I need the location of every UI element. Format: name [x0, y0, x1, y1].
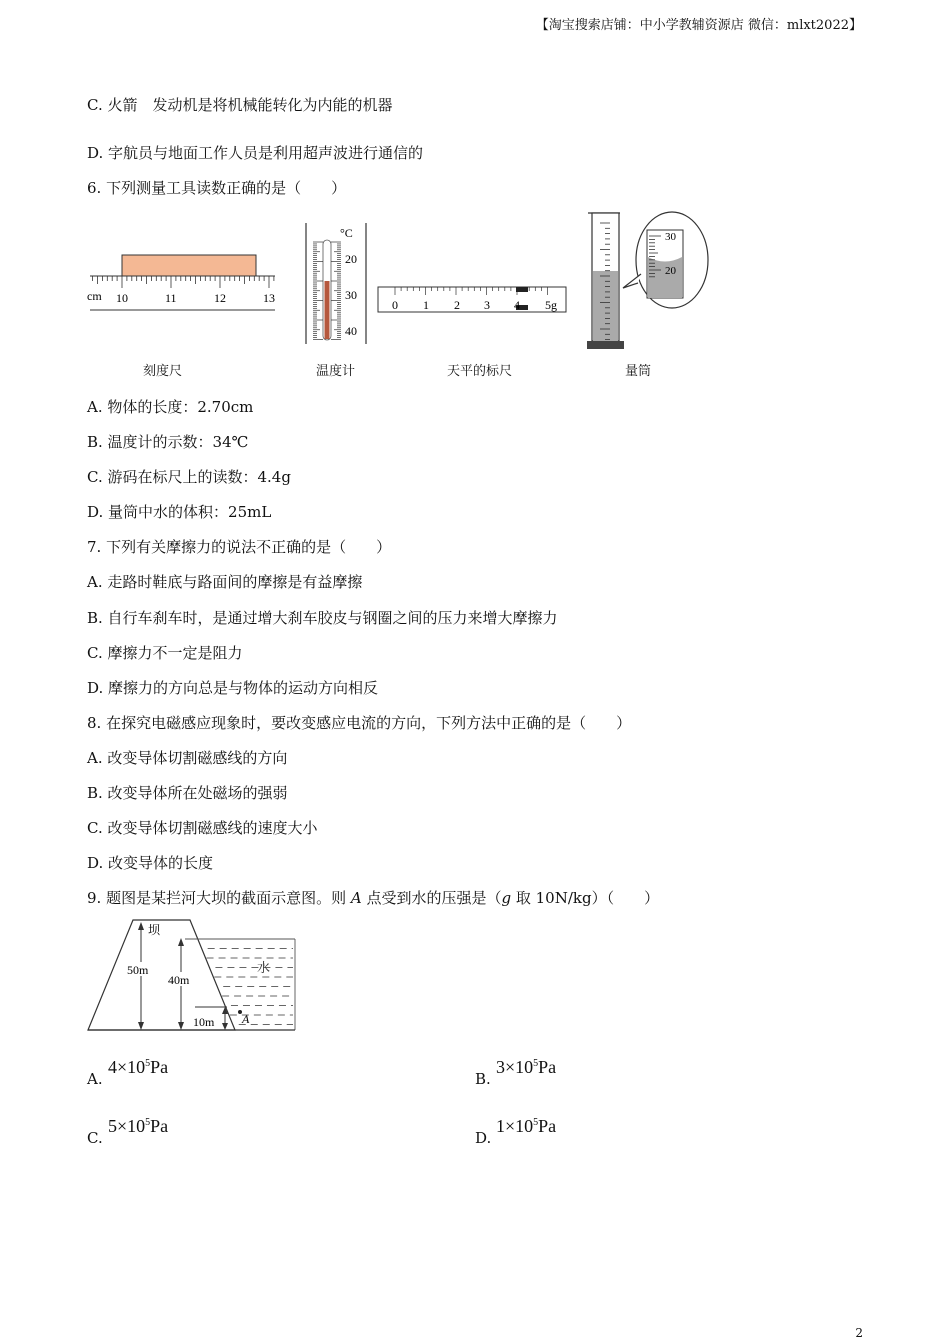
q9-option-b: B. — [475, 1070, 491, 1088]
thermo-label-20: 20 — [345, 252, 357, 266]
q9-point-a: A — [350, 889, 362, 907]
page-header: 【淘宝搜索店铺：中小学教辅资源店 微信：mlxt2022】 — [535, 18, 862, 33]
ruler-label-10: 10 — [116, 291, 128, 305]
zoom-label-20: 20 — [665, 265, 676, 277]
thermometer-liquid — [325, 281, 330, 339]
q6-option-b: B. 温度计的示数：34℃ — [87, 433, 249, 451]
q8-option-a: A. 改变导体切割磁感线的方向 — [87, 749, 288, 767]
balance-label-1: 1 — [423, 298, 429, 312]
point-a-label: A — [242, 1012, 250, 1026]
thermometer-caption: 温度计 — [316, 364, 356, 379]
ruler-label-13: 13 — [263, 291, 275, 305]
ruler-caption: 刻度尺 — [143, 364, 183, 379]
q8-option-c: C. 改变导体切割磁感线的速度大小 — [87, 819, 318, 837]
q9-stem: 9. 题图是某拦河大坝的截面示意图。则 A 点受到水的压强是（g 取 10N/kg）（ ） — [87, 889, 660, 907]
q9-option-d-value: $1\times 10^5Pa$ — [496, 1116, 557, 1136]
q7-option-a: A. 走路时鞋底与路面间的摩擦是有益摩擦 — [87, 573, 363, 591]
thermometer-figure — [300, 220, 372, 348]
dam-label: 坝 — [148, 923, 161, 937]
height-10m: 10m — [193, 1015, 215, 1029]
q6-stem: 6. 下列测量工具读数正确的是（ ） — [87, 179, 347, 197]
thermo-label-40: 40 — [345, 324, 357, 338]
balance-caption: 天平的标尺 — [447, 364, 513, 379]
cylinder-caption: 量筒 — [625, 364, 652, 379]
q9-option-d: D. — [475, 1129, 492, 1147]
q8-option-d: D. 改变导体的长度 — [87, 854, 214, 872]
q7-option-c: C. 摩擦力不一定是阻力 — [87, 644, 243, 662]
q5-option-d: D. 字航员与地面工作人员是利用超声波进行通信的 — [87, 144, 424, 162]
q9-option-c: C. — [87, 1129, 103, 1147]
measured-object — [122, 255, 256, 276]
ruler-label-11: 11 — [165, 291, 177, 305]
cylinder-base — [587, 341, 624, 349]
balance-label-4: 4 — [514, 298, 520, 312]
q6-option-d: D. 量筒中水的体积：25mL — [87, 503, 272, 521]
balance-scale-figure — [375, 284, 570, 314]
zoom-label-30: 30 — [665, 231, 676, 243]
dam-body — [88, 920, 235, 1030]
q8-stem: 8. 在探究电磁感应现象时，要改变感应电流的方向，下列方法中正确的是（ ） — [87, 714, 632, 732]
q7-option-d: D. 摩擦力的方向总是与物体的运动方向相反 — [87, 679, 379, 697]
q8-option-b: B. 改变导体所在处磁场的强弱 — [87, 784, 288, 802]
q6-option-c: C. 游码在标尺上的读数：4.4g — [87, 468, 291, 486]
q9-option-c-value: $5\times 10^5Pa$ — [108, 1116, 169, 1136]
q9-option-b-value: $3\times 10^5Pa$ — [496, 1057, 557, 1077]
thermometer-unit: °C — [340, 226, 353, 240]
ruler-figure — [85, 250, 280, 312]
page-number: 2 — [855, 1326, 863, 1340]
ruler-label-12: 12 — [214, 291, 226, 305]
height-50m: 50m — [127, 963, 149, 977]
ruler-unit: cm — [87, 289, 102, 303]
q9-g-symbol: g — [501, 889, 512, 907]
balance-label-2: 2 — [454, 298, 460, 312]
q6-option-a: A. 物体的长度：2.70cm — [87, 398, 254, 416]
q7-option-b: B. 自行车刹车时，是通过增大刹车胶皮与钢圈之间的压力来增大摩擦力 — [87, 609, 558, 627]
dam-figure — [85, 915, 300, 1035]
cylinder-figure — [583, 208, 713, 353]
q9-option-a: A. — [87, 1070, 103, 1088]
height-40m: 40m — [168, 973, 190, 987]
q9-option-a-value: $4\times 10^5Pa$ — [108, 1057, 169, 1077]
balance-label-0: 0 — [392, 298, 398, 312]
q7-stem: 7. 下列有关摩擦力的说法不正确的是（ ） — [87, 538, 392, 556]
thermo-label-30: 30 — [345, 288, 357, 302]
rider-top — [516, 287, 528, 292]
water-label: 水 — [257, 960, 271, 975]
q5-option-c: C. 火箭 发动机是将机械能转化为内能的机器 — [87, 96, 393, 114]
balance-label-5g: 5g — [545, 298, 557, 312]
balance-label-3: 3 — [484, 298, 490, 312]
